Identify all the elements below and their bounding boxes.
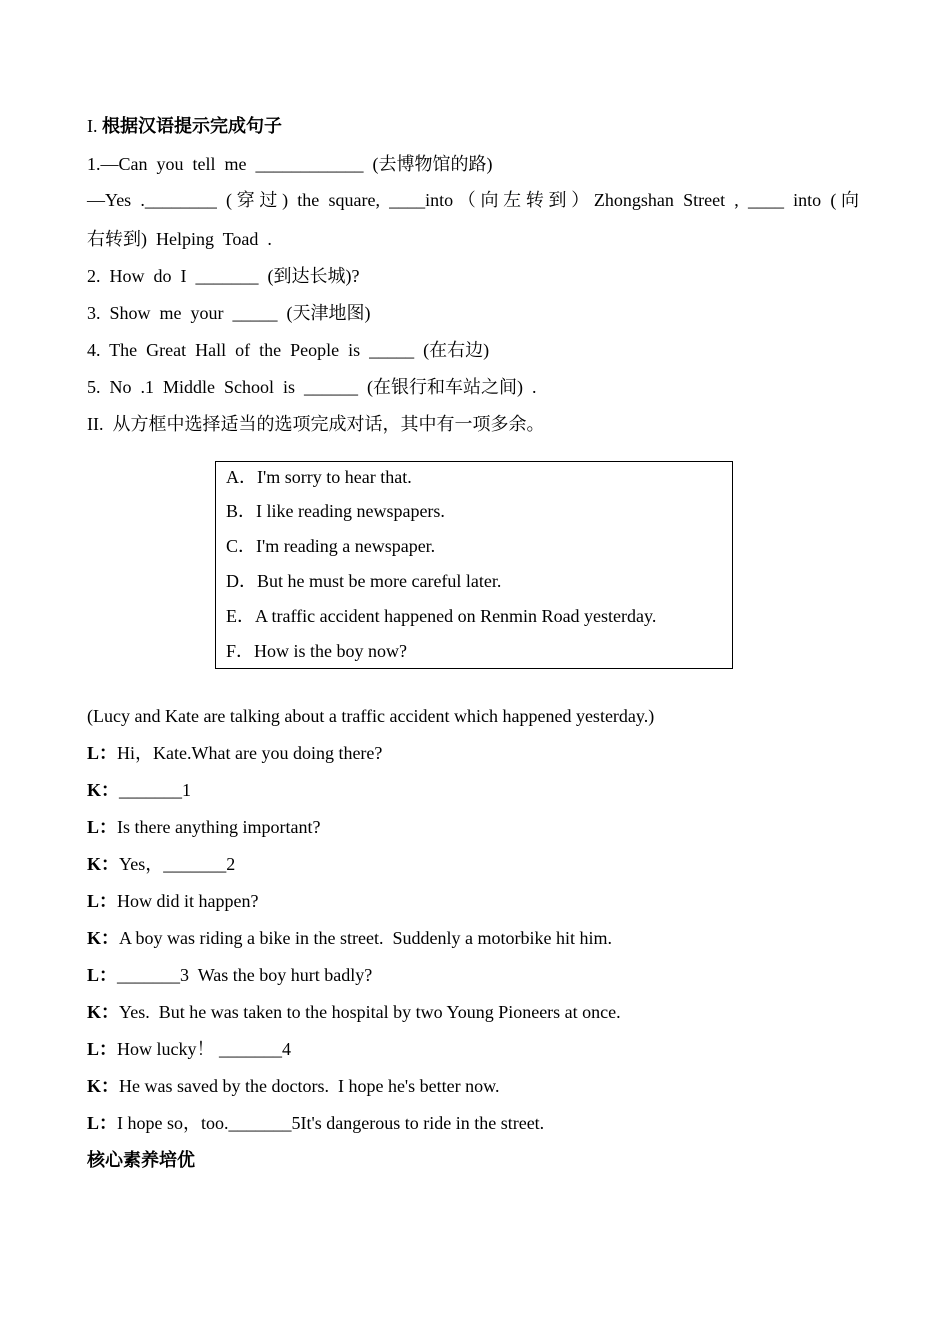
dialogue-line (87, 1037, 291, 1061)
question-2: 2. How do I _______ (到达长城)? (87, 266, 360, 286)
speaker-label: K： (87, 1076, 120, 1096)
speaker-label: K： (87, 928, 120, 948)
speaker-label: L： (87, 965, 118, 985)
option-e: E．A traffic accident happened on Renmin Road yesterday. (226, 606, 657, 626)
section-1-title: 根据汉语提示完成句子 (102, 116, 282, 136)
option-a: A．I'm sorry to hear that. (226, 467, 412, 487)
question-1-line-3: 右转到) Helping Toad . (87, 229, 272, 249)
dialogue-line (87, 1000, 621, 1024)
dialogue-text: Yes，_______2 (119, 854, 236, 874)
speaker-label: L： (87, 817, 118, 837)
dialogue-text: A boy was riding a bike in the street. Suddenly a motorbike hit him. (119, 928, 612, 948)
dialogue-text: I hope so，too._______5It's dangerous to ride in the street. (117, 1113, 545, 1133)
option-f: F．How is the boy now? (226, 641, 407, 661)
question-4: 4. The Great Hall of the People is _____ (在右边) (87, 340, 490, 360)
dialogue-line (87, 889, 258, 913)
question-3: 3. Show me your _____ (天津地图) (87, 303, 371, 323)
dialogue-text: _______1 (119, 780, 192, 800)
section-2-heading: II. 从方框中选择适当的选项完成对话，其中有一项多余。 (87, 414, 545, 434)
speaker-label: L： (87, 743, 118, 763)
speaker-label: L： (87, 1039, 118, 1059)
dialogue-line (87, 1074, 500, 1098)
footer-heading: 核心素养培优 (87, 1150, 195, 1170)
dialogue-text: Yes. But he was taken to the hospital by two Young Pioneers at once. (119, 1002, 621, 1022)
dialogue-text: How did it happen? (117, 891, 259, 911)
option-b: B．I like reading newspapers. (226, 501, 445, 521)
speaker-label: K： (87, 854, 120, 874)
dialogue-text: He was saved by the doctors. I hope he's better now. (119, 1076, 500, 1096)
option-d: D．But he must be more careful later. (226, 571, 502, 591)
section-1-heading (87, 114, 282, 138)
dialogue-text: _______3 Was the boy hurt badly? (117, 965, 373, 985)
dialogue-line (87, 1111, 544, 1135)
section-1-number: I. (87, 116, 98, 136)
dialogue-line (87, 778, 191, 802)
dialogue-line (87, 852, 235, 876)
speaker-label: L： (87, 891, 118, 911)
dialogue-line (87, 926, 612, 950)
dialogue-text: Is there anything important? (117, 817, 321, 837)
dialogue-intro: (Lucy and Kate are talking about a traffic accident which happened yesterday.) (87, 706, 655, 726)
question-1-line-2: —Yes .________ (穿过) the square, ____into（向左转到）Zhongshan Street , ____ into (向 (87, 190, 859, 210)
dialogue-line (87, 741, 382, 765)
dialogue-text: Hi，Kate.What are you doing there? (117, 743, 383, 763)
dialogue-text: How lucky！ _______4 (117, 1039, 292, 1059)
dialogue-line (87, 963, 372, 987)
dialogue-line (87, 815, 320, 839)
options-box (215, 461, 733, 669)
speaker-label: K： (87, 780, 120, 800)
speaker-label: L： (87, 1113, 118, 1133)
option-c: C．I'm reading a newspaper. (226, 536, 436, 556)
question-5: 5. No .1 Middle School is ______ (在银行和车站之间) . (87, 377, 537, 397)
speaker-label: K： (87, 1002, 120, 1022)
question-1-line-1: 1.—Can you tell me ____________ (去博物馆的路) (87, 154, 493, 174)
